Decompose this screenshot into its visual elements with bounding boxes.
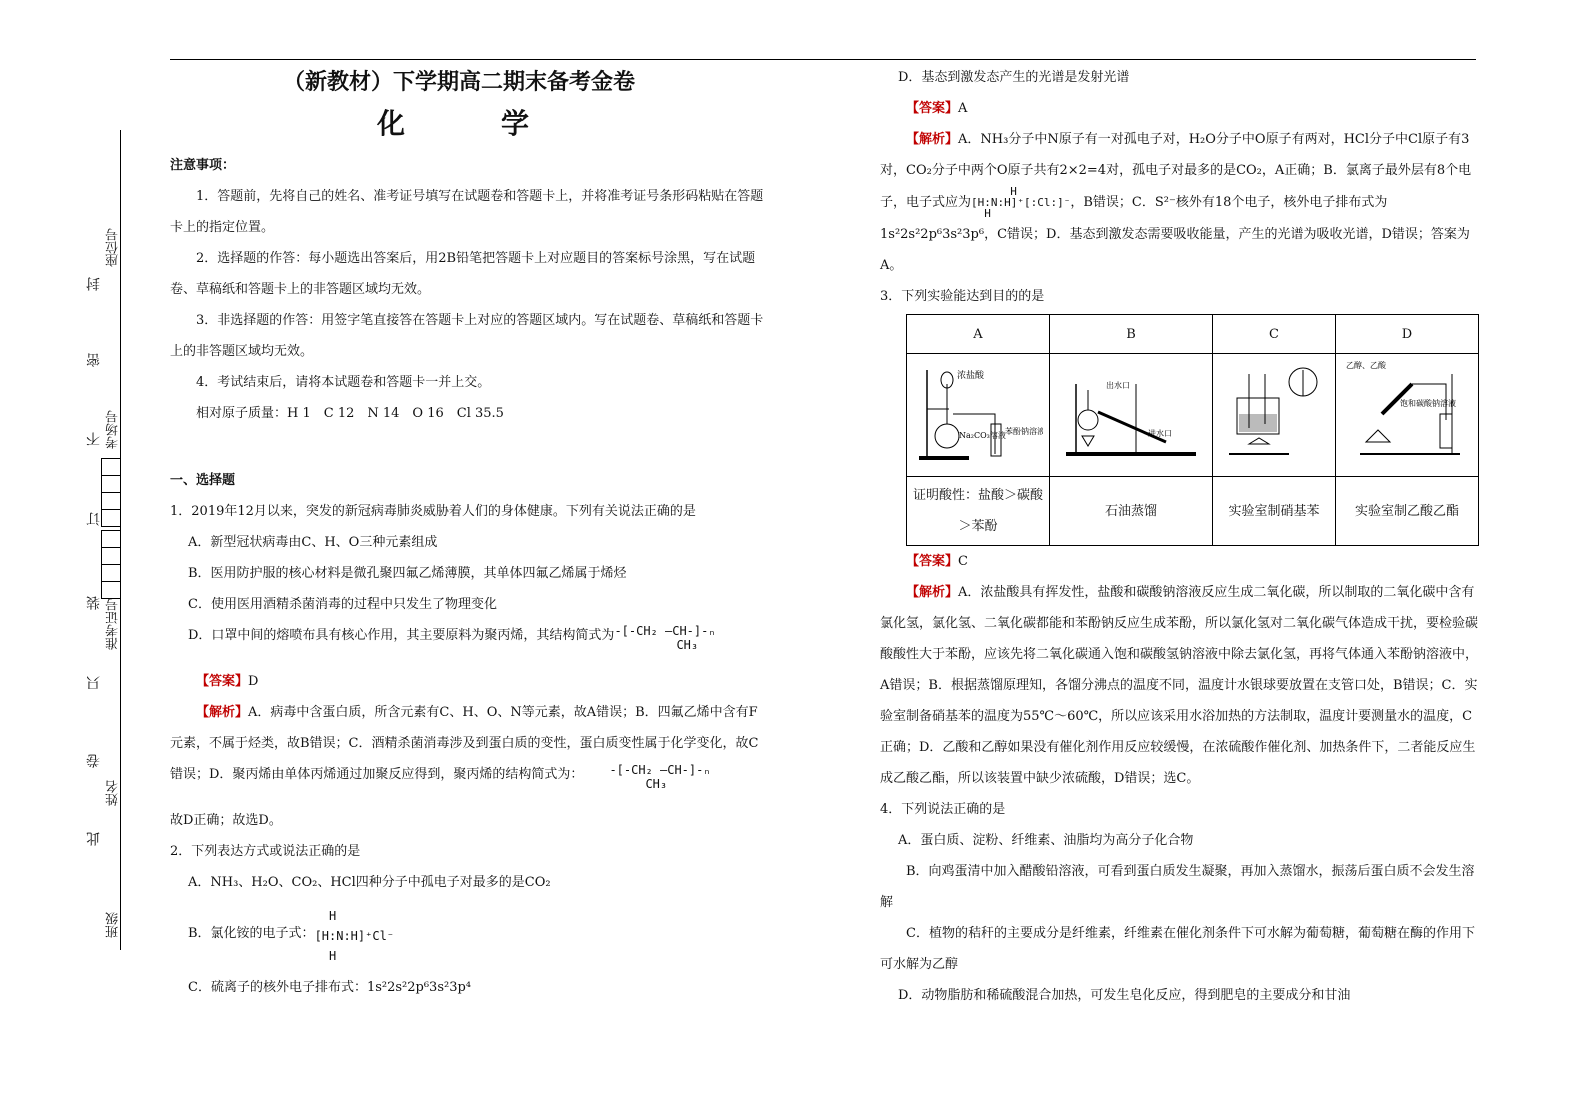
sidebar-word-zhi: 只 bbox=[86, 676, 102, 690]
col-header-d: D bbox=[1336, 315, 1479, 354]
q4-stem: 4．下列说法正确的是 bbox=[880, 802, 1006, 817]
name-label: 姓名 bbox=[106, 780, 121, 806]
label-ethanol-acid: 乙醇、乙酸 bbox=[1346, 361, 1386, 370]
notice-item-4: 4．考试结束后，请将本试题卷和答题卡一并上交。 bbox=[196, 375, 491, 390]
chloride-ion-formula: H [H:N:H]⁺[:Cl:]⁻ H bbox=[971, 185, 1071, 220]
q1-option-a: A．新型冠状病毒由C、H、O三种元素组成 bbox=[188, 535, 438, 550]
q3-analysis: 【解析】A．浓盐酸具有挥发性，盐酸和碳酸钠溶液反应生成二氧化碳，所以制取的二氧化碳中含有氯化氢，氯化氢、二氧化碳都能和苯酚钠反应生成苯酚，所以氯化氢对二氧化碳气体造成干扰，要检验碳酸酸性大于苯酚，应该先将二氧化碳通入饱和碳酸氢钠溶液中除去氯化氢，再将气体通入苯酚钠溶液中，A错误；B．根据蒸馏原理知，各馏分沸点的温度不同，温度计水银球要放置在支管口处，B错误；C．实验室制备硝基苯的温度为55℃～60℃，所以应该采用水浴加热的方法制取，温度计要测量水的温度，C正确；D．乙酸和乙醇如果没有催化剂作用反应较缓慢，在浓硫酸作催化剂、加热条件下，二者能反应生成乙酸乙酯，所以该装置中缺少浓硫酸，D错误；选C。 bbox=[880, 585, 1479, 786]
exam-id-label: 准考证号 bbox=[106, 598, 121, 650]
sidebar-word-feng: 封 bbox=[86, 277, 102, 291]
col-header-b: B bbox=[1050, 315, 1213, 354]
q1-analysis-end: 故D正确；故选D。 bbox=[170, 813, 282, 828]
q2-stem: 2．下列表达方式或说法正确的是 bbox=[170, 844, 361, 859]
q1-option-d: D．口罩中间的熔喷布具有核心作用，其主要原料为聚丙烯，其结构简式为-[-CH₂ —CH-]-ₙ CH₃ bbox=[188, 624, 716, 652]
q4-option-c: C．植物的秸秆的主要成分是纤维素，纤维素在催化剂条件下可水解为葡萄糖，葡萄糖在酶的作用下可水解为乙醇 bbox=[880, 926, 1475, 972]
apparatus-c bbox=[1213, 354, 1336, 477]
q2-option-b: B．氯化铵的电子式： H [H:N:H]⁺Cl⁻ H bbox=[170, 902, 770, 966]
ammonium-chloride-formula: H [H:N:H]⁺Cl⁻ H bbox=[314, 909, 395, 963]
q1-analysis: 【解析】A．病毒中含蛋白质，所含元素有C、H、O、N等元素，故A错误；B．四氟乙烯中含有F元素，不属于烃类，故B错误；C．酒精杀菌消毒涉及到蛋白质的变性，蛋白质变性属于化学变化，故C错误；D．聚丙烯由单体丙烯通过加聚反应得到，聚丙烯的结构简式为： -[-CH₂ —CH-]-ₙ CH₃ bbox=[170, 705, 759, 791]
label-conc-hcl: 浓盐酸 bbox=[957, 371, 985, 381]
exam-room-label: 考场号 bbox=[106, 410, 121, 449]
col-header-c: C bbox=[1213, 315, 1336, 354]
q2-option-a: A．NH₃、H₂O、CO₂、HCl四种分子中孤电子对最多的是CO₂ bbox=[188, 875, 551, 890]
apparatus-a-drawing bbox=[913, 354, 1043, 464]
label-phenolate: 苯酚钠溶液 bbox=[1005, 427, 1043, 436]
q1-answer: 【答案】D bbox=[196, 674, 259, 689]
q3-answer: 【答案】C bbox=[906, 554, 968, 569]
q2-option-c: C．硫离子的核外电子排布式：1s²2s²2p⁶3s²3p⁴ bbox=[188, 980, 472, 995]
q3-stem: 3．下列实验能达到目的的是 bbox=[880, 289, 1045, 304]
left-column bbox=[170, 62, 770, 1003]
q4-option-b: B．向鸡蛋清中加入醋酸铅溶液，可看到蛋白质发生凝聚，再加入蒸馏水，振荡后蛋白质不会发生溶解 bbox=[880, 864, 1475, 910]
q1-option-c: C．使用医用酒精杀菌消毒的过程中只发生了物理变化 bbox=[188, 597, 497, 612]
q1-stem: 1．2019年12月以来，突发的新冠病毒肺炎威胁着人们的身体健康。下列有关说法正确的是 bbox=[170, 504, 696, 519]
sidebar-word-juan: 卷 bbox=[86, 754, 102, 768]
sidebar-word-bu: 不 bbox=[86, 432, 102, 446]
exam-room-grid bbox=[101, 458, 121, 527]
paper-title: （新教材）下学期高二期末备考金卷 bbox=[282, 69, 635, 95]
q2-option-d: D．基态到激发态产生的光谱是发射光谱 bbox=[898, 70, 1130, 85]
polypropylene-formula: -[-CH₂ —CH-]-ₙ CH₃ bbox=[614, 624, 716, 652]
atomic-mass: 相对原子质量：H 1 C 12 N 14 O 16 Cl 35.5 bbox=[196, 406, 504, 421]
q2-answer: 【答案】A bbox=[906, 101, 968, 116]
notice-item-2: 2．选择题的作答：每小题选出答案后，用2B铅笔把答题卡上对应题目的答案标号涂黑，写在试题卷、草稿纸和答题卡上的非答题区域均无效。 bbox=[170, 251, 756, 297]
q2-analysis: 【解析】A．NH₃分子中N原子有一对孤电子对，H₂O分子中O原子有两对，HCl分子中Cl原子有3对，CO₂分子中两个O原子共有2×2=4对，孤电子对最多的是CO₂，A正确；B．氯离子最外层有8个电子，电子式应为 H [H:N:H]⁺[:Cl:]⁻ H，B错误；C．S²⁻核外有18个电子，核外电子排布式为1s²2s²2p⁶3s²3p⁶，C错误；D．基态到激发态需要吸收能量，产生的光谱为吸收光谱，D错误；答案为A。 bbox=[880, 132, 1472, 273]
apparatus-c-drawing bbox=[1219, 354, 1329, 464]
apparatus-b-drawing bbox=[1056, 354, 1206, 464]
label-water-in: 进水口 bbox=[1148, 429, 1172, 438]
notice-heading: 注意事项： bbox=[170, 158, 236, 173]
col-header-a: A bbox=[907, 315, 1050, 354]
caption-d: 实验室制乙酸乙酯 bbox=[1336, 477, 1479, 546]
sidebar-word-ci: 此 bbox=[86, 832, 102, 846]
section-heading: 一、选择题 bbox=[170, 473, 236, 488]
exam-id-grid bbox=[101, 530, 121, 599]
q1-option-b: B．医用防护服的核心材料是微孔聚四氟乙烯薄膜，其单体四氟乙烯属于烯烃 bbox=[188, 566, 627, 581]
apparatus-d-drawing bbox=[1342, 354, 1472, 464]
label-water-out: 出水口 bbox=[1106, 381, 1130, 390]
notice-item-3: 3．非选择题的作答：用签字笔直接答在答题卡上对应的答题区域内。写在试题卷、草稿纸和答题卡上的非答题区域均无效。 bbox=[170, 313, 764, 359]
q4-option-d: D．动物脂肪和稀硫酸混合加热，可发生皂化反应，得到肥皂的主要成分和甘油 bbox=[898, 988, 1351, 1003]
notice-item-1: 1．答题前，先将自己的姓名、准考证号填写在试题卷和答题卡上，并将准考证号条形码粘贴在答题卡上的指定位置。 bbox=[170, 189, 764, 235]
caption-b: 石油蒸馏 bbox=[1050, 477, 1213, 546]
experiment-table bbox=[906, 314, 1479, 546]
class-label: 班级 bbox=[106, 912, 121, 938]
right-column bbox=[880, 62, 1478, 1011]
sidebar-word-ding: 订 bbox=[86, 512, 102, 526]
q4-option-a: A．蛋白质、淀粉、纤维素、油脂均为高分子化合物 bbox=[898, 833, 1194, 848]
label-sat-na2co3: 饱和碳酸钠溶液 bbox=[1400, 399, 1456, 408]
subject-title: 化 学 bbox=[376, 107, 563, 140]
header-rule bbox=[170, 59, 1476, 60]
caption-c: 实验室制硝基苯 bbox=[1213, 477, 1336, 546]
label-na2co3: Na₂CO₃溶液 bbox=[959, 431, 1006, 440]
sidebar-word-zhuang: 装 bbox=[86, 596, 102, 610]
apparatus-d bbox=[1336, 354, 1479, 477]
apparatus-a bbox=[907, 354, 1050, 477]
caption-a: 证明酸性：盐酸＞碳酸＞苯酚 bbox=[907, 477, 1050, 546]
apparatus-b bbox=[1050, 354, 1213, 477]
sidebar-word-mi: 密 bbox=[86, 353, 102, 367]
seat-number-label: 座位号 bbox=[106, 228, 121, 267]
polypropylene-formula-2: -[-CH₂ —CH-]-ₙ CH₃ bbox=[609, 763, 711, 791]
